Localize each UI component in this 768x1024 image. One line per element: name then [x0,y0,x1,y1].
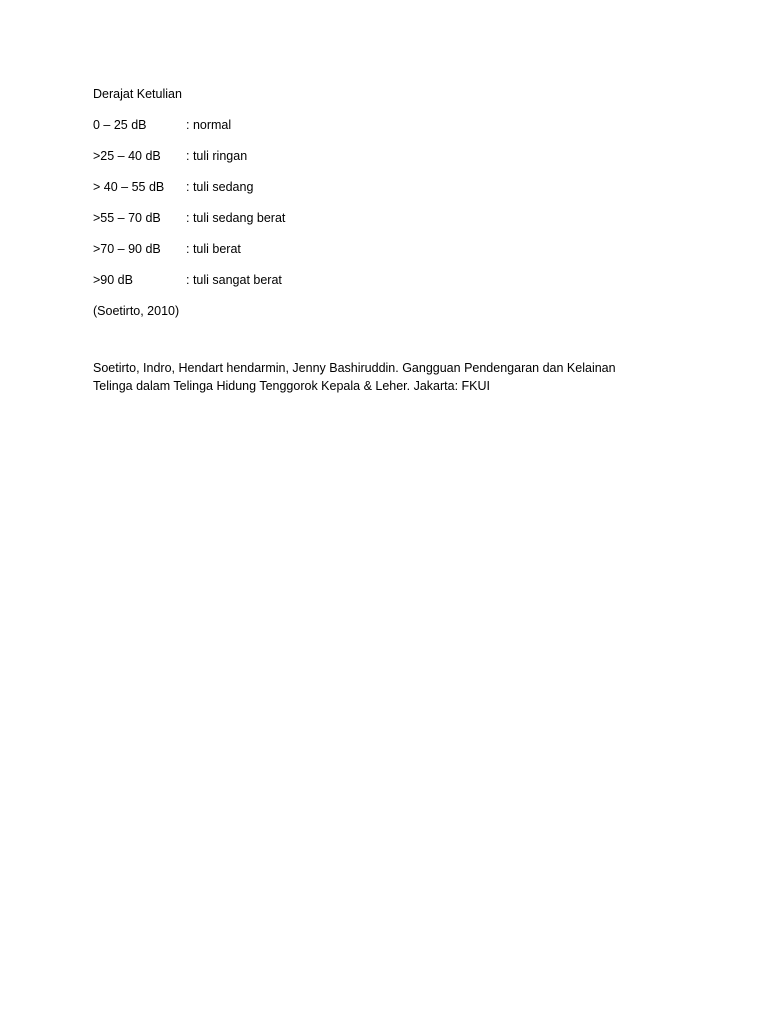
in-text-citation: (Soetirto, 2010) [93,304,180,318]
grade-description: : tuli sedang berat [186,211,286,225]
grade-range: >90 dB [93,273,133,287]
grade-row [93,241,673,257]
hearing-loss-grade-list [93,117,673,288]
document-body [93,86,673,395]
grade-row [93,148,673,164]
grade-description: : normal [186,118,232,132]
grade-row [93,117,673,133]
grade-range: > 40 – 55 dB [93,180,165,194]
grade-range: 0 – 25 dB [93,118,147,132]
grade-range: >55 – 70 dB [93,211,161,225]
grade-range: >70 – 90 dB [93,242,161,256]
grade-description: : tuli ringan [186,149,248,163]
grade-description: : tuli berat [186,242,241,256]
grade-description: : tuli sedang [186,180,254,194]
grade-row [93,179,673,195]
grade-row [93,210,673,226]
section-title: Derajat Ketulian [93,87,182,101]
grade-row [93,272,673,288]
grade-description: : tuli sangat berat [186,273,282,287]
grade-range: >25 – 40 dB [93,149,161,163]
bibliography-reference: Soetirto, Indro, Hendart hendarmin, Jenny Bashiruddin. Gangguan Pendengaran dan Kelainan Telinga dalam Telinga Hidung Tenggorok Kepala & Leher. Jakarta: FKUI [93,361,616,393]
